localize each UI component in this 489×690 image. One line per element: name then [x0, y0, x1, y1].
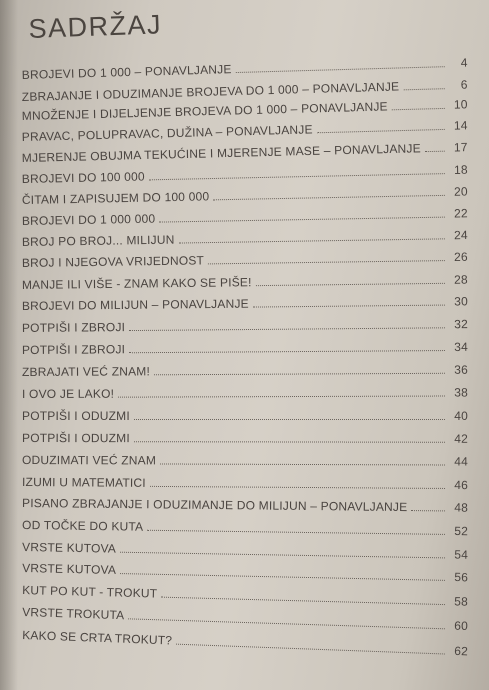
toc-entry-page: 4	[460, 55, 468, 70]
toc-entry	[22, 492, 468, 515]
toc-entry-label: VRSTE TROKUTA	[22, 605, 125, 623]
toc-entry-page: 36	[454, 362, 468, 377]
dot-leader	[317, 128, 445, 133]
toc-entry	[22, 405, 468, 423]
toc-entry-label: ZBRAJANJE I ODUZIMANJE BROJEVA DO 1 000 – PONAVLJANJE	[21, 79, 400, 104]
toc-entry-page: 22	[453, 206, 468, 221]
toc-entry-label: BROJEVI DO MILIJUN – PONAVLJANJE	[21, 296, 249, 313]
toc-entry-page: 58	[454, 594, 469, 609]
toc-entry-label: BROJEVI DO 100 000	[21, 169, 145, 186]
dot-leader	[160, 462, 445, 465]
dot-leader	[179, 237, 445, 243]
toc-entry	[22, 290, 468, 313]
toc-entry-page: 54	[454, 547, 469, 562]
dot-leader	[208, 259, 445, 264]
toc-entry-label: ZBRAJATI VEĆ ZNAM!	[21, 364, 151, 379]
dot-leader	[128, 617, 445, 629]
page-title: SADRŽAJ	[28, 9, 163, 44]
dot-leader	[149, 172, 445, 180]
toc-entry	[22, 224, 468, 249]
toc-entry-label: KAKO SE CRTA TROKUT?	[22, 628, 173, 648]
toc-entry-label: MNOŽENJE I DIJELJENJE BROJEVA DO 1 000 – PONAVLJANJE	[21, 99, 388, 123]
dot-leader	[129, 326, 445, 331]
toc-entry-page: 44	[454, 454, 469, 469]
toc-entry-page: 20	[453, 184, 468, 199]
toc-entry-label: BROJ PO BROJ... MILIJUN	[21, 232, 175, 249]
toc-entry-label: IZUMI U MATEMATICI	[22, 475, 146, 490]
dot-leader	[161, 596, 445, 605]
dot-leader	[118, 395, 445, 398]
toc-entry	[22, 381, 468, 401]
toc-entry-page: 32	[454, 317, 468, 332]
toc-entry-label: ODUZIMATI VEĆ ZNAM	[22, 453, 157, 468]
toc-entry-label: BROJEVI DO 1 000 000	[21, 211, 156, 228]
dot-leader	[425, 150, 445, 152]
toc-entry	[22, 449, 468, 469]
toc-entry-page: 62	[453, 643, 469, 659]
dot-leader	[150, 485, 445, 489]
toc-entry-label: ČITAM I ZAPISUJEM DO 100 000	[21, 189, 210, 207]
toc-entry-page: 18	[453, 162, 468, 177]
toc-entry-page: 38	[454, 385, 468, 400]
dot-leader	[256, 282, 445, 286]
toc-entry-page: 6	[460, 77, 468, 92]
toc-entry-label: POTPIŠI I ZBROJI	[21, 320, 126, 335]
dot-leader	[213, 194, 445, 200]
dot-leader	[120, 551, 445, 559]
toc-entry-label: PRAVAC, POLUPRAVAC, DUŽINA – PONAVLJANJE	[21, 122, 313, 144]
dot-leader	[236, 65, 445, 73]
toc-entry-page: 52	[454, 524, 469, 539]
toc-entry	[22, 359, 468, 379]
toc-entry-page: 42	[454, 431, 469, 446]
toc-entry-label: MJERENJE OBUJMA TEKUĆINE I MJERENJE MASE – PONAVLJANJE	[21, 141, 421, 165]
dot-leader	[392, 107, 445, 110]
toc-entry-label: I OVO JE LAKO!	[21, 386, 115, 401]
toc-entry	[22, 336, 468, 357]
toc-entry-page: 30	[454, 294, 468, 309]
toc-entry-page: 14	[453, 118, 468, 133]
toc-entry-label: BROJEVI DO 1 000 – PONAVLJANJE	[21, 62, 232, 82]
dot-leader	[154, 372, 445, 376]
toc-entry-page: 56	[454, 570, 469, 585]
toc-entry	[22, 313, 468, 335]
toc-entry-page: 46	[454, 478, 469, 493]
toc-entry	[22, 514, 468, 538]
toc-entry-page: 24	[453, 227, 468, 243]
toc-entry-page: 10	[453, 97, 468, 112]
dot-leader	[134, 440, 445, 443]
toc-entry-page: 34	[454, 339, 468, 354]
toc-entry-label: POTPIŠI I ZBROJI	[21, 342, 126, 357]
dot-leader	[411, 509, 445, 511]
toc-entry-label: VRSTE KUTOVA	[22, 561, 117, 577]
toc-entry-label: POTPIŠI I ODUZMI	[22, 409, 130, 423]
dot-leader	[134, 418, 445, 420]
toc-entry	[22, 427, 468, 446]
toc-entry-label: KUT PO KUT - TROKUT	[22, 583, 158, 601]
toc-entry-page: 40	[454, 409, 468, 423]
dot-leader	[120, 572, 445, 581]
toc-entry-label: MANJE ILI VIŠE - ZNAM KAKO SE PIŠE!	[21, 275, 252, 292]
dot-leader	[403, 87, 444, 90]
toc-entry-page: 17	[453, 140, 468, 155]
toc-entry	[22, 246, 468, 270]
dot-leader	[129, 349, 445, 353]
toc-entry-label: PISANO ZBRAJANJE I ODUZIMANJE DO MILIJUN – PONAVLJANJE	[22, 496, 408, 515]
toc-entry-page: 60	[454, 618, 469, 634]
toc-entry-label: VRSTE KUTOVA	[22, 540, 117, 556]
toc-entry-page: 48	[454, 500, 469, 515]
dot-leader	[147, 529, 445, 535]
toc-entry-page: 26	[454, 249, 468, 264]
toc-entry-page: 28	[454, 272, 468, 287]
dot-leader	[253, 304, 445, 308]
toc-entry	[22, 269, 468, 292]
dot-leader	[159, 216, 445, 223]
dot-leader	[176, 643, 445, 655]
toc-entry-label: OD TOČKE DO KUTA	[22, 518, 144, 534]
toc-entry	[22, 471, 468, 492]
toc-entry-label: POTPIŠI I ODUZMI	[22, 431, 130, 446]
toc-entry-label: BROJ I NJEGOVA VRIJEDNOST	[21, 253, 205, 270]
